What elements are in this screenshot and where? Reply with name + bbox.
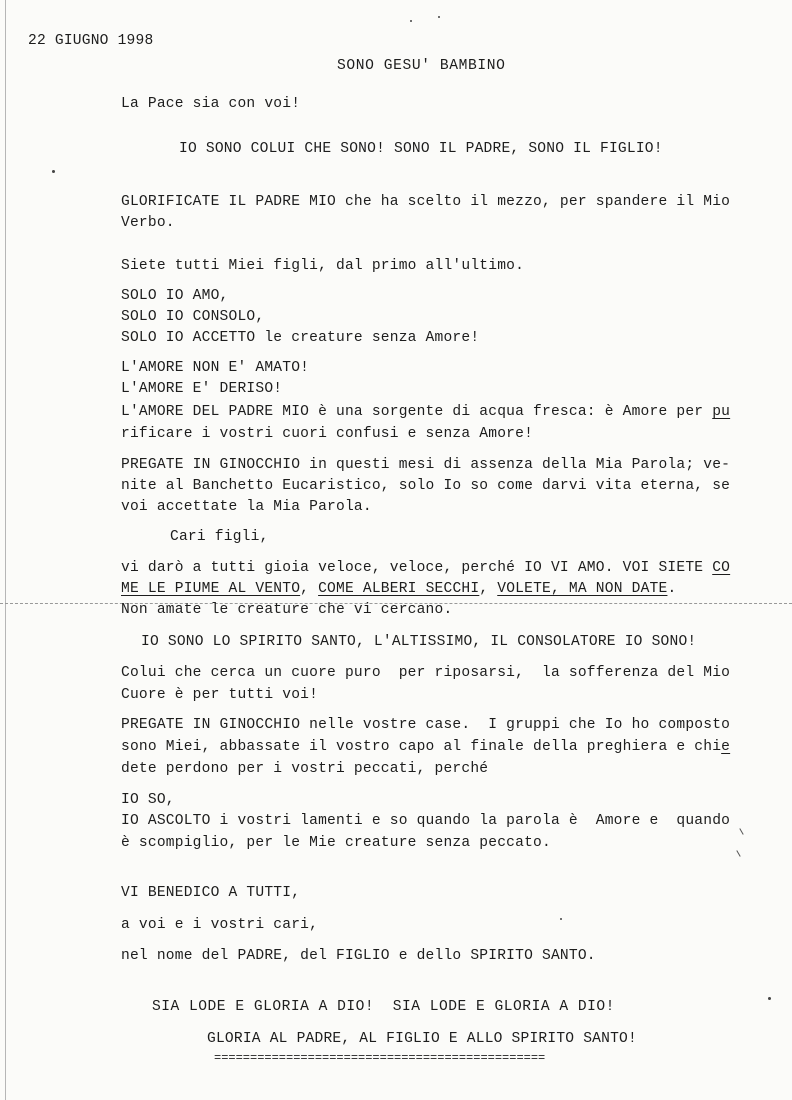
- paragraph-line: voi accettate la Mia Parola.: [121, 499, 372, 515]
- text-run: L'AMORE DEL PADRE MIO è una sorgente di acqua fresca: è Amore per: [121, 404, 713, 420]
- paragraph-line: Verbo.: [121, 215, 175, 231]
- paragraph-line: nite al Banchetto Eucaristico, solo Io so come darvi vita eterna, se: [121, 478, 731, 494]
- paragraph-line: rificare i vostri cuori confusi e senza Amore!: [121, 426, 534, 442]
- paragraph-line: [121, 738, 730, 756]
- ink-mark: [739, 828, 743, 835]
- paragraph-line: L'AMORE E' DERISO!: [121, 381, 283, 397]
- underlined-text: COME ALBERI SECCHI: [318, 581, 480, 597]
- paragraph-line: [121, 559, 730, 577]
- paragraph-line: PREGATE IN GINOCCHIO nelle vostre case. I gruppi che Io ho composto: [121, 717, 731, 733]
- underlined-text: VOLETE, MA NON DATE: [497, 581, 668, 597]
- paragraph-line: SOLO IO AMO,: [121, 288, 229, 304]
- paragraph-line: è scompiglio, per le Mie creature senza peccato.: [121, 835, 551, 851]
- paragraph-line: Cuore è per tutti voi!: [121, 687, 319, 703]
- ink-speck: [52, 170, 55, 173]
- underlined-text: e: [721, 739, 731, 755]
- paragraph-line: Siete tutti Miei figli, dal primo all'ultimo.: [121, 258, 525, 274]
- paragraph-line: VI BENEDICO A TUTTI,: [121, 885, 301, 901]
- ink-speck: [438, 16, 440, 18]
- paragraph-line: IO ASCOLTO i vostri lamenti e so quando la parola è Amore e quando: [121, 813, 731, 829]
- paragraph-line: SOLO IO CONSOLO,: [121, 309, 265, 325]
- greeting: La Pace sia con voi!: [121, 96, 301, 112]
- page-edge: [5, 0, 6, 1100]
- paragraph-line: IO SONO LO SPIRITO SANTO, L'ALTISSIMO, IL CONSOLATORE IO SONO!: [141, 634, 697, 650]
- ink-mark: [736, 850, 740, 857]
- text-run: .: [667, 581, 677, 597]
- paragraph-line: IO SO,: [121, 792, 175, 808]
- paragraph-line: [121, 403, 730, 421]
- paragraph-line: L'AMORE NON E' AMATO!: [121, 360, 310, 376]
- ink-speck: [560, 918, 562, 920]
- paragraph-line: Cari figli,: [170, 529, 269, 545]
- closing-rule: ==============================================: [214, 1051, 546, 1065]
- paragraph-line: SOLO IO ACCETTO le creature senza Amore!: [121, 330, 480, 346]
- ink-speck: [768, 997, 771, 1000]
- text-run: ,: [479, 581, 498, 597]
- document-title: SONO GESU' BAMBINO: [337, 58, 506, 74]
- underlined-text: CO: [712, 560, 731, 576]
- underlined-text: pu: [712, 404, 731, 420]
- document-date: 22 GIUGNO 1998: [28, 33, 154, 49]
- paragraph-line: [121, 580, 676, 598]
- closing-praise: GLORIA AL PADRE, AL FIGLIO E ALLO SPIRITO SANTO!: [207, 1031, 637, 1047]
- paragraph-line: GLORIFICATE IL PADRE MIO che ha scelto il mezzo, per spandere il Mio: [121, 194, 731, 210]
- text-run: ,: [300, 581, 319, 597]
- paragraph-line: Colui che cerca un cuore puro per riposarsi, la sofferenza del Mio: [121, 665, 731, 681]
- ink-speck: [410, 20, 412, 22]
- text-run: vi darò a tutti gioia veloce, veloce, perché IO VI AMO. VOI SIETE: [121, 560, 713, 576]
- paragraph-line: dete perdono per i vostri peccati, perché: [121, 761, 489, 777]
- closing-praise: SIA LODE E GLORIA A DIO! SIA LODE E GLORIA A DIO!: [152, 999, 615, 1015]
- underlined-text: ME LE PIUME AL VENTO: [121, 581, 301, 597]
- paragraph-line: Non amate le creature che vi cercano.: [121, 602, 453, 618]
- declaration: IO SONO COLUI CHE SONO! SONO IL PADRE, SONO IL FIGLIO!: [179, 141, 663, 157]
- text-run: sono Miei, abbassate il vostro capo al finale della preghiera e chi: [121, 739, 722, 755]
- paragraph-line: PREGATE IN GINOCCHIO in questi mesi di assenza della Mia Parola; ve-: [121, 457, 731, 473]
- paragraph-line: a voi e i vostri cari,: [121, 917, 319, 933]
- paragraph-line: nel nome del PADRE, del FIGLIO e dello SPIRITO SANTO.: [121, 948, 596, 964]
